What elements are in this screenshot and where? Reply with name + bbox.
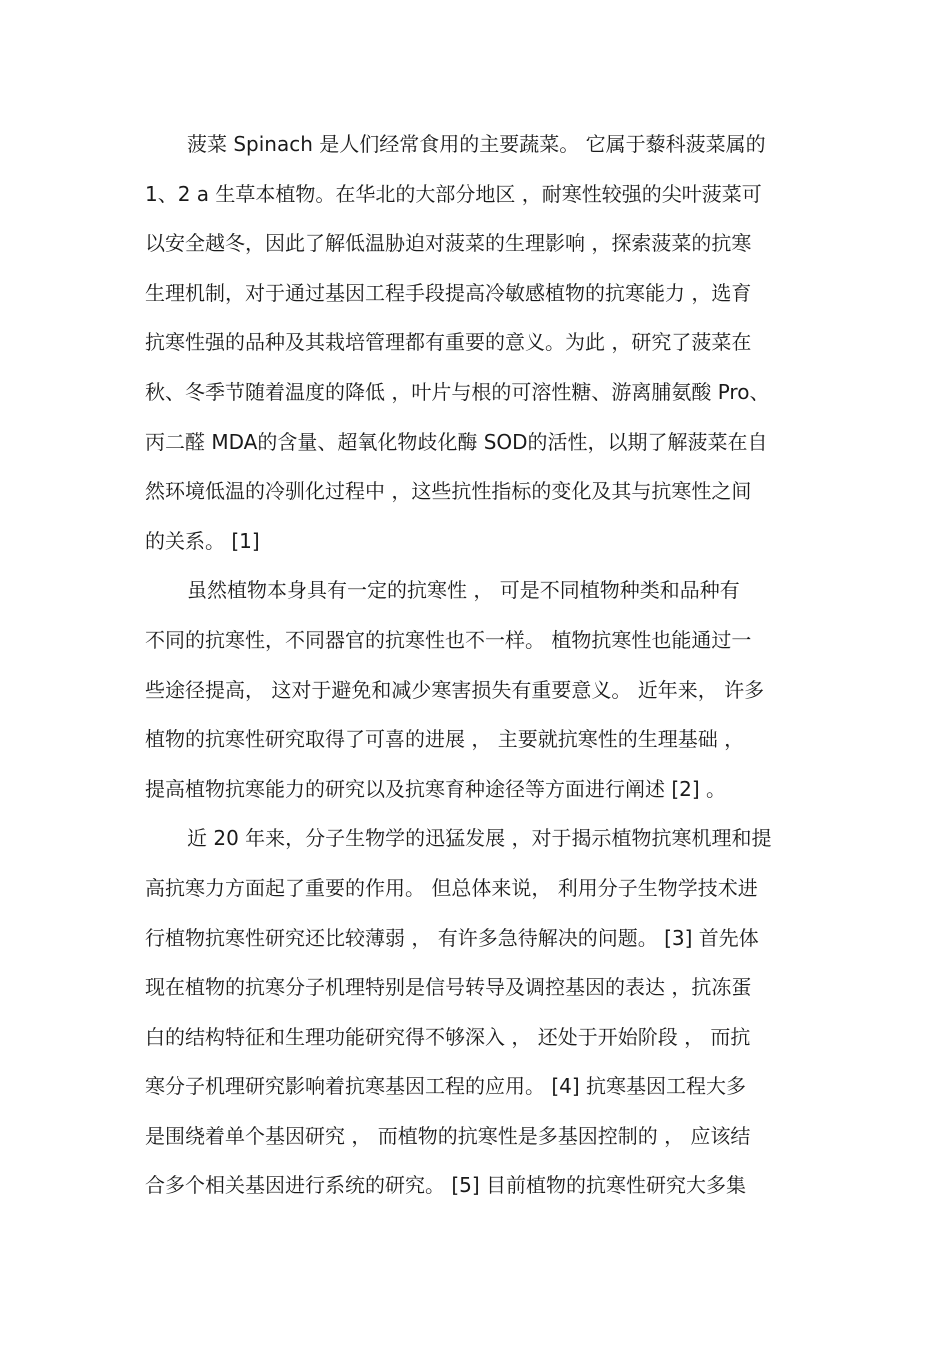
paragraph-2-line-1: 虽然植物本身具有一定的抗寒性 ， 可是不同植物种类和品种有	[187, 578, 740, 603]
paragraph-1-line-3: 以安全越冬，因此了解低温胁迫对菠菜的生理影响 ，探索菠菜的抗寒	[145, 231, 752, 256]
body-text	[145, 120, 810, 1211]
paragraph-3-line-5: 白的结构特征和生理功能研究得不够深入 ， 还处于开始阶段 ， 而抗	[145, 1024, 751, 1049]
paragraph-1-line-4: 生理机制，对于通过基因工程手段提高冷敏感植物的抗寒能力 ，选育	[145, 280, 752, 305]
paragraph-1-line-8: 然环境低温的冷驯化过程中 ，这些抗性指标的变化及其与抗寒性之间	[145, 479, 752, 504]
paragraph-1-line-1: 菠菜 Spinach 是人们经常食用的主要蔬菜。 它属于藜科菠菜属的	[187, 132, 766, 156]
paragraph-3-line-1: 近 20 年来，分子生物学的迅猛发展 ，对于揭示植物抗寒机理和提	[187, 826, 772, 851]
paragraph-2-line-4: 植物的抗寒性研究取得了可喜的进展 ， 主要就抗寒性的生理基础 ，	[145, 727, 745, 752]
paragraph-1-line-2: 1、2 a 生草本植物。在华北的大部分地区 ，耐寒性较强的尖叶菠菜可	[145, 181, 762, 206]
paragraph-2-line-2: 不同的抗寒性，不同器官的抗寒性也不一样。 植物抗寒性也能通过一	[145, 627, 752, 652]
paragraph-1-line-9: 的关系。 [1]	[145, 528, 260, 553]
paragraph-3-line-2: 高抗寒力方面起了重要的作用。 但总体来说， 利用分子生物学技术进	[145, 875, 758, 900]
paragraph-3-line-6: 寒分子机理研究影响着抗寒基因工程的应用。 [4] 抗寒基因工程大多	[145, 1074, 747, 1099]
paragraph-3-line-3: 行植物抗寒性研究还比较薄弱 ， 有许多急待解决的问题。 [3] 首先体	[145, 925, 759, 950]
paragraph-3-line-7: 是围绕着单个基因研究 ， 而植物的抗寒性是多基因控制的 ， 应该结	[145, 1123, 751, 1148]
paragraph-2-line-5: 提高植物抗寒能力的研究以及抗寒育种途径等方面进行阐述 [2] 。	[145, 776, 727, 801]
paragraph-3-line-4: 现在植物的抗寒分子机理特别是信号转导及调控基因的表达 ，抗冻蛋	[145, 975, 752, 1000]
paragraph-1-line-6: 秋、冬季节随着温度的降低 ，叶片与根的可溶性糖、游离脯氨酸 Pro、	[145, 379, 770, 404]
paragraph-1-line-7: 丙二醛 MDA的含量、超氧化物歧化酶 SOD的活性，以期了解菠菜在自	[145, 429, 768, 454]
paragraph-3-line-8: 合多个相关基因进行系统的研究。 [5] 目前植物的抗寒性研究大多集	[145, 1173, 747, 1198]
paragraph-1-line-5: 抗寒性强的品种及其栽培管理都有重要的意义。为此 ，研究了菠菜在	[145, 330, 752, 355]
paragraph-2-line-3: 些途径提高， 这对于避免和减少寒害损失有重要意义。 近年来， 许多	[145, 677, 765, 702]
